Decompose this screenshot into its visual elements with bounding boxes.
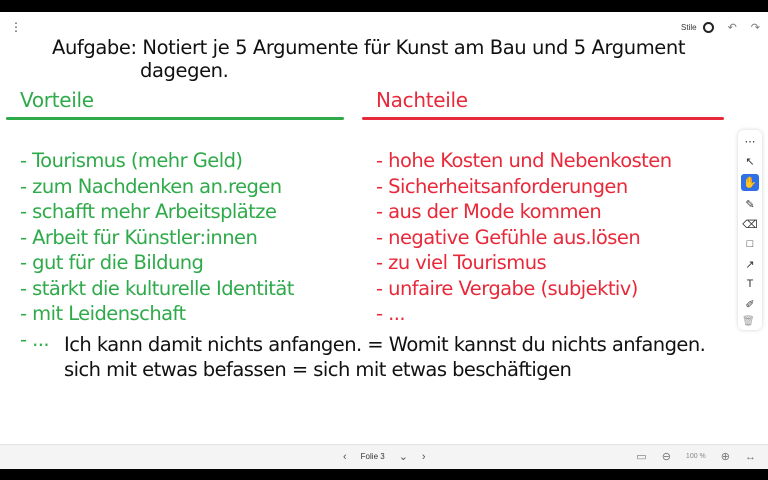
style-circle-icon xyxy=(703,22,714,33)
con-item: - Sicherheitsanforderungen xyxy=(376,174,628,198)
menu-icon[interactable]: ⋮ xyxy=(10,20,22,34)
pro-item: - mit Leidenschaft xyxy=(20,302,186,325)
slide-label[interactable]: Folie 3 xyxy=(360,452,385,461)
undo-icon[interactable]: ↶ xyxy=(727,21,737,34)
rectangle-icon[interactable]: □ xyxy=(746,238,754,250)
zoom-out-icon[interactable]: ⊖ xyxy=(661,451,671,463)
note-line-1: Ich kann damit nichts anfangen. = Womit kannst du nichts anfangen. xyxy=(64,333,706,356)
drawing-toolbar xyxy=(738,130,762,330)
pro-item: - zum Nachdenken an.regen xyxy=(20,174,282,198)
text-icon[interactable]: T xyxy=(746,278,754,290)
vocabulary-note xyxy=(64,332,705,382)
pro-item: - schafft mehr Arbeitsplätze xyxy=(20,200,277,223)
con-item: - ... xyxy=(376,302,406,325)
select-pointer-icon[interactable]: ↖ xyxy=(745,155,755,168)
con-item: - unfaire Vergabe (subjektiv) xyxy=(376,276,638,300)
note-line-2: sich mit etwas befassen = sich mit etwas beschäftigen xyxy=(64,358,572,381)
hand-icon[interactable]: ✋ xyxy=(741,174,759,191)
zoom-level: 100 % xyxy=(685,453,706,460)
pro-item: - gut für die Bildung xyxy=(20,251,204,274)
con-underline xyxy=(362,117,724,120)
slide-canvas[interactable] xyxy=(0,34,768,439)
pro-heading: Vorteile xyxy=(20,88,94,112)
title-line-1: Aufgabe: Notiert je 5 Argumente für Kunst am Bau und 5 Argument xyxy=(52,36,686,59)
pro-underline xyxy=(6,117,344,120)
pro-list xyxy=(20,148,294,352)
trash-icon[interactable]: 🗑 xyxy=(742,316,755,327)
con-heading: Nachteile xyxy=(376,88,468,112)
eraser-icon[interactable]: ⌫ xyxy=(742,218,758,231)
view-mode-icon[interactable]: ▭ xyxy=(636,451,647,463)
prev-slide-icon[interactable]: ‹ xyxy=(343,450,347,463)
con-item: - aus der Mode kommen xyxy=(376,200,602,223)
fit-width-icon[interactable]: ↔ xyxy=(745,450,756,463)
chevron-down-icon[interactable]: ⌄ xyxy=(398,451,408,463)
next-slide-icon[interactable]: › xyxy=(421,450,426,463)
pen-icon[interactable]: ✎ xyxy=(745,198,755,211)
pro-item: - Tourismus (mehr Geld) xyxy=(20,149,243,172)
title-line-2: dagegen. xyxy=(140,59,229,82)
arrow-icon[interactable]: ↗ xyxy=(745,258,755,271)
more-icon[interactable]: ⋯ xyxy=(744,135,756,148)
pro-item: - ... xyxy=(20,327,50,351)
whiteboard-window xyxy=(0,12,768,469)
zoom-in-icon[interactable]: ⊕ xyxy=(720,451,730,463)
slide-navigation xyxy=(343,450,426,463)
pro-item: - stärkt die kulturelle Identität xyxy=(20,276,294,300)
sticky-note-icon[interactable]: ✐ xyxy=(745,298,755,311)
con-list xyxy=(376,148,672,327)
slide-title xyxy=(52,36,732,82)
con-item: - zu viel Tourismus xyxy=(376,251,547,274)
redo-icon[interactable]: ↷ xyxy=(750,21,760,34)
style-button[interactable] xyxy=(681,22,714,33)
con-item: - negative Gefühle aus.lösen xyxy=(376,225,641,249)
pro-item: - Arbeit für Künstler:innen xyxy=(20,225,258,249)
zoom-controls xyxy=(636,450,756,463)
style-label: Stile xyxy=(681,22,697,32)
con-item: - hohe Kosten und Nebenkosten xyxy=(376,149,672,172)
bottom-bar xyxy=(0,444,768,469)
